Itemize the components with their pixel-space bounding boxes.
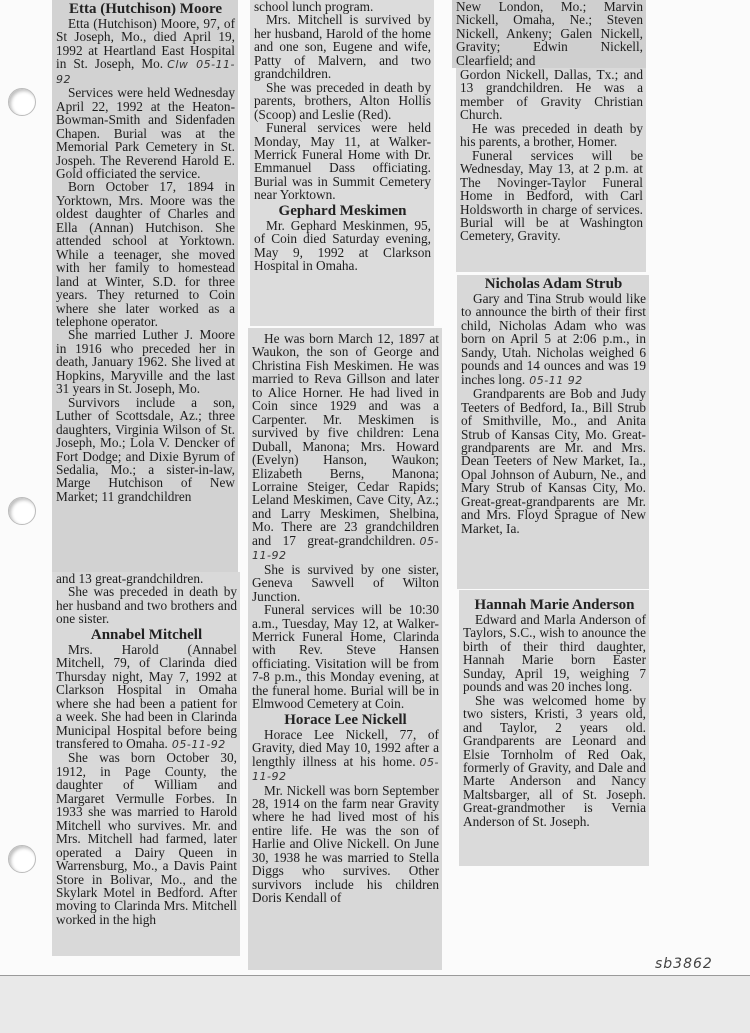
paragraph-text: Edward and Marla Anderson of Taylors, S.C., wish to anounce the birth of their third daughter, Hannah Marie born Easter Sunday, April 19, weighing 7 pounds and was 20 inches long.	[463, 612, 646, 695]
paragraph-text: She married Luther J. Moore in 1916 who preceded her in death, January 1962. She lived at Hopkins, Maryville and the last 31 years in St. Joseph, Mo.	[56, 327, 235, 397]
article-paragraph	[252, 603, 439, 711]
handwritten-date-note: Clw 05-11-92	[56, 58, 235, 86]
article-paragraph	[254, 0, 431, 13]
article-paragraph	[252, 332, 439, 563]
clipping-annabel-mitchell-obituary	[52, 572, 240, 956]
paragraph-text: Grandparents are Bob and Judy Teeters of Bedford, Ia., Bill Strub of Smithville, Mo., and Anita Strub of Kansas City, Mo. Great-grandparents are Mr. and Mrs. Dean Teeters of New Market, Ia., Opal Johnson of Auburn, Ne., and Mary Strub of Kansas City, Mo. Great-great-grandparents are Mr. and Mrs. Floyd Sprague of New Market, Ia.	[461, 386, 646, 536]
paragraph-text: Mrs. Mitchell is survived by her husband, Harold of the home and one son, Eugene and wife, Patty of Malvern, and two grandchildren.	[254, 12, 431, 82]
paragraph-text: Survivors include a son, Luther of Scottsdale, Az.; three daughters, Virginia Wilson of St. Joseph, Mo.; Lola V. Dencker of Fort Dodge; and Dixie Byrum of Sedalia, Mo.; a sister-in-law, Marge Hutchison of New Market; 11 grandchildren	[56, 394, 235, 504]
paragraph-text: Mr. Nickell was born September 28, 1914 on the farm near Gravity where he had lived most of his entire life. He was the son of Harlie and Olive Nickell. On June 30, 1938 he was married to Stella Diggs who survives. Other survivors include his children Doris Kendall of	[252, 782, 439, 906]
paragraph-text: Born October 17, 1894 in Yorktown, Mrs. Moore was the oldest daughter of Charles and Ella (Annan) Hutchison. She attended school at Yorktown. While a teenager, she moved with her family to homestead land at Winter, S.D. for three years. They returned to Coin where she later worked as a telephone operator.	[56, 179, 235, 329]
paragraph-text: He was born March 12, 1897 at Waukon, the son of George and Christina Fish Meskimen. He was married to Reva Gillson and later to Alice Horner. He had lived in Coin since 1929 and was a Carpenter. Mr. Meskimen is survived by five children: Lena Duball, Manona; Mrs. Howard (Evelyn) Hanson, Waukon; Elizabeth Berns, Manona; Lorraine Steiger, Cedar Rapids; Leland Meskimen, Cave City, Az.; and Larry Meskimen, Shelbina, Mo. There are 23 grandchildren and 17 great-grandchildren.	[252, 331, 439, 548]
clipping-meskimen-horace-nickell	[248, 328, 442, 970]
clipping-mitchell-continued-gephard-meskimen	[250, 0, 434, 326]
article-paragraph	[252, 563, 439, 603]
article-paragraph	[461, 387, 646, 535]
paragraph-text: Services were held Wednesday April 22, 1992 at the Heaton-Bowman-Smith and Sidenfaden Chapen. Burial was at the Memorial Park Cemetery in St. Jospeh. The Reverend Harold E. Gold officiated the service.	[56, 85, 235, 181]
punch-hole	[8, 497, 36, 525]
clipping-etta-moore-obituary	[52, 0, 238, 572]
article-paragraph	[56, 585, 237, 625]
article-heading: Etta (Hutchison) Moore	[68, 1, 223, 17]
article-paragraph	[56, 396, 235, 504]
article-heading: Annabel Mitchell	[90, 626, 203, 643]
article-heading: Hannah Marie Anderson	[474, 597, 635, 613]
article-paragraph	[56, 86, 235, 180]
punch-hole	[8, 845, 36, 873]
paragraph-text: Horace Lee Nickell, 77, of Gravity, died May 10, 1992 after a lengthly illness at his home.	[252, 726, 439, 769]
clipping-nickell-survivors	[452, 0, 646, 68]
article-paragraph	[254, 121, 431, 202]
clipping-nickell-continued	[456, 68, 646, 272]
clipping-hannah-anderson-birth	[459, 590, 649, 866]
paragraph-text: He was preceded in death by his parents, a brother, Homer.	[460, 120, 643, 150]
paragraph-text: Gordon Nickell, Dallas, Tx.; and 13 grandchildren. He was a member of Gravity Christian Church.	[460, 68, 643, 123]
handwritten-date-note: 05-11 92	[529, 373, 583, 387]
handwritten-date-note: 05-11-92	[171, 737, 226, 751]
article-paragraph	[460, 68, 643, 122]
article-heading: Nicholas Adam Strub	[484, 276, 623, 292]
article-paragraph	[252, 728, 439, 784]
article-paragraph	[456, 0, 643, 67]
paragraph-text: She was welcomed home by two sisters, Kristi, 3 years old, and Taylor, 2 years old. Grandparents are Leonard and Elsie Tornholm of Red Oak, formerly of Gravity, and Dale and Marte Anderson and Nancy Maltsbarger, all of St. Joseph. Great-grandmother is Vernia Anderson of St. Joseph.	[463, 692, 646, 829]
handwritten-date-note: 05-11-92	[252, 755, 439, 784]
article-paragraph	[463, 613, 646, 694]
article-paragraph	[56, 17, 235, 86]
paragraph-text: and 13 great-grandchildren.	[56, 572, 204, 586]
article-paragraph	[56, 572, 237, 585]
article-paragraph	[56, 180, 235, 328]
paragraph-text: Funeral services were held Monday, May 11, at Walker-Merrick Funeral Home with Dr. Emmanuel Dass officiating. Burial was in Summit Cemetery near Yorktown.	[254, 120, 431, 203]
paragraph-text: She is survived by one sister, Geneva Sawvell of Wilton Junction.	[252, 561, 439, 604]
clipping-nicholas-strub-birth	[457, 275, 649, 589]
paragraph-text: She was preceded in death by parents, brothers, Alton Hollis (Scoop) and Leslie (Red).	[254, 79, 431, 122]
paragraph-text: Mr. Gephard Meskinmen, 95, of Coin died Saturday evening, May 9, 1992 at Clarkson Hospital in Omaha.	[254, 217, 431, 274]
article-paragraph	[56, 328, 235, 395]
paragraph-text: Mrs. Harold (Annabel Mitchell, 79, of Clarinda died Thursday night, May 7, 1992 at Clarkson Hospital in Omaha where she had been a patient for a week. She had been in Clarinda Municipal Hospital before being transfered to Omaha.	[56, 641, 237, 751]
article-paragraph	[56, 751, 237, 926]
article-paragraph	[254, 81, 431, 121]
article-paragraph	[461, 292, 646, 387]
handwritten-catalog-number: sb3862	[655, 956, 713, 972]
article-heading: Gephard Meskimen	[278, 202, 407, 219]
paragraph-text: Gary and Tina Strub would like to announce the birth of their first child, Nicholas Adam who was born on April 5 at 2:06 p.m., in Sandy, Utah. Nicholas weighed 6 pounds and 14 ounces and was 19 inches long.	[461, 291, 646, 387]
paragraph-text: Funeral services will be 10:30 a.m., Tuesday, May 12, at Walker-Merrick Funeral Home, Clarinda with Rev. Steve Hansen officiating. Visitation will be from 7-8 p.m., this Monday evening, at the funeral home. Burial will be in Elmwood Cemetery at Coin.	[252, 602, 439, 712]
article-paragraph	[56, 643, 237, 752]
article-paragraph	[460, 122, 643, 149]
article-paragraph	[252, 784, 439, 905]
paragraph-text: She was born October 30, 1912, in Page County, the daughter of William and Margaret Vermulle Forbes. In 1933 she was married to Harold Mitchell who survives. Mr. and Mrs. Mitchell had farmed, later operated a Dairy Queen in Warrensburg, Mo., a Davis Paint Store in Bolivar, Mo., and the Skylark Motel in Bedford. After moving to Clarinda Mrs. Mitchell worked in the high	[56, 750, 237, 927]
paragraph-text: school lunch program.	[254, 0, 374, 14]
article-heading: Horace Lee Nickell	[284, 711, 407, 728]
paragraph-text: New London, Mo.; Marvin Nickell, Omaha, Ne.; Steven Nickell, Ankeny; Galen Nickell, Gravity; Edwin Nickell, Clearfield; and	[456, 0, 643, 68]
article-paragraph	[254, 13, 431, 80]
paragraph-text: She was preceded in death by her husband and two brothers and one sister.	[56, 584, 237, 627]
punch-hole	[8, 88, 36, 116]
paragraph-text: Etta (Hutchison) Moore, 97, of St Joseph, Mo., died April 19, 1992 at Heartland East Hospital in St. Joseph, Mo.	[56, 16, 235, 72]
article-paragraph	[463, 694, 646, 829]
paragraph-text: Funeral services will be Wednesday, May 13, at 2 p.m. at The Novinger-Taylor Funeral Home in Bedford, with Carl Holdsworth in charge of services. Burial will be at Washington Cemetery, Gravity.	[460, 147, 643, 244]
handwritten-date-note: 05-11-92	[252, 534, 439, 563]
article-paragraph	[254, 219, 431, 273]
article-paragraph	[460, 149, 643, 243]
